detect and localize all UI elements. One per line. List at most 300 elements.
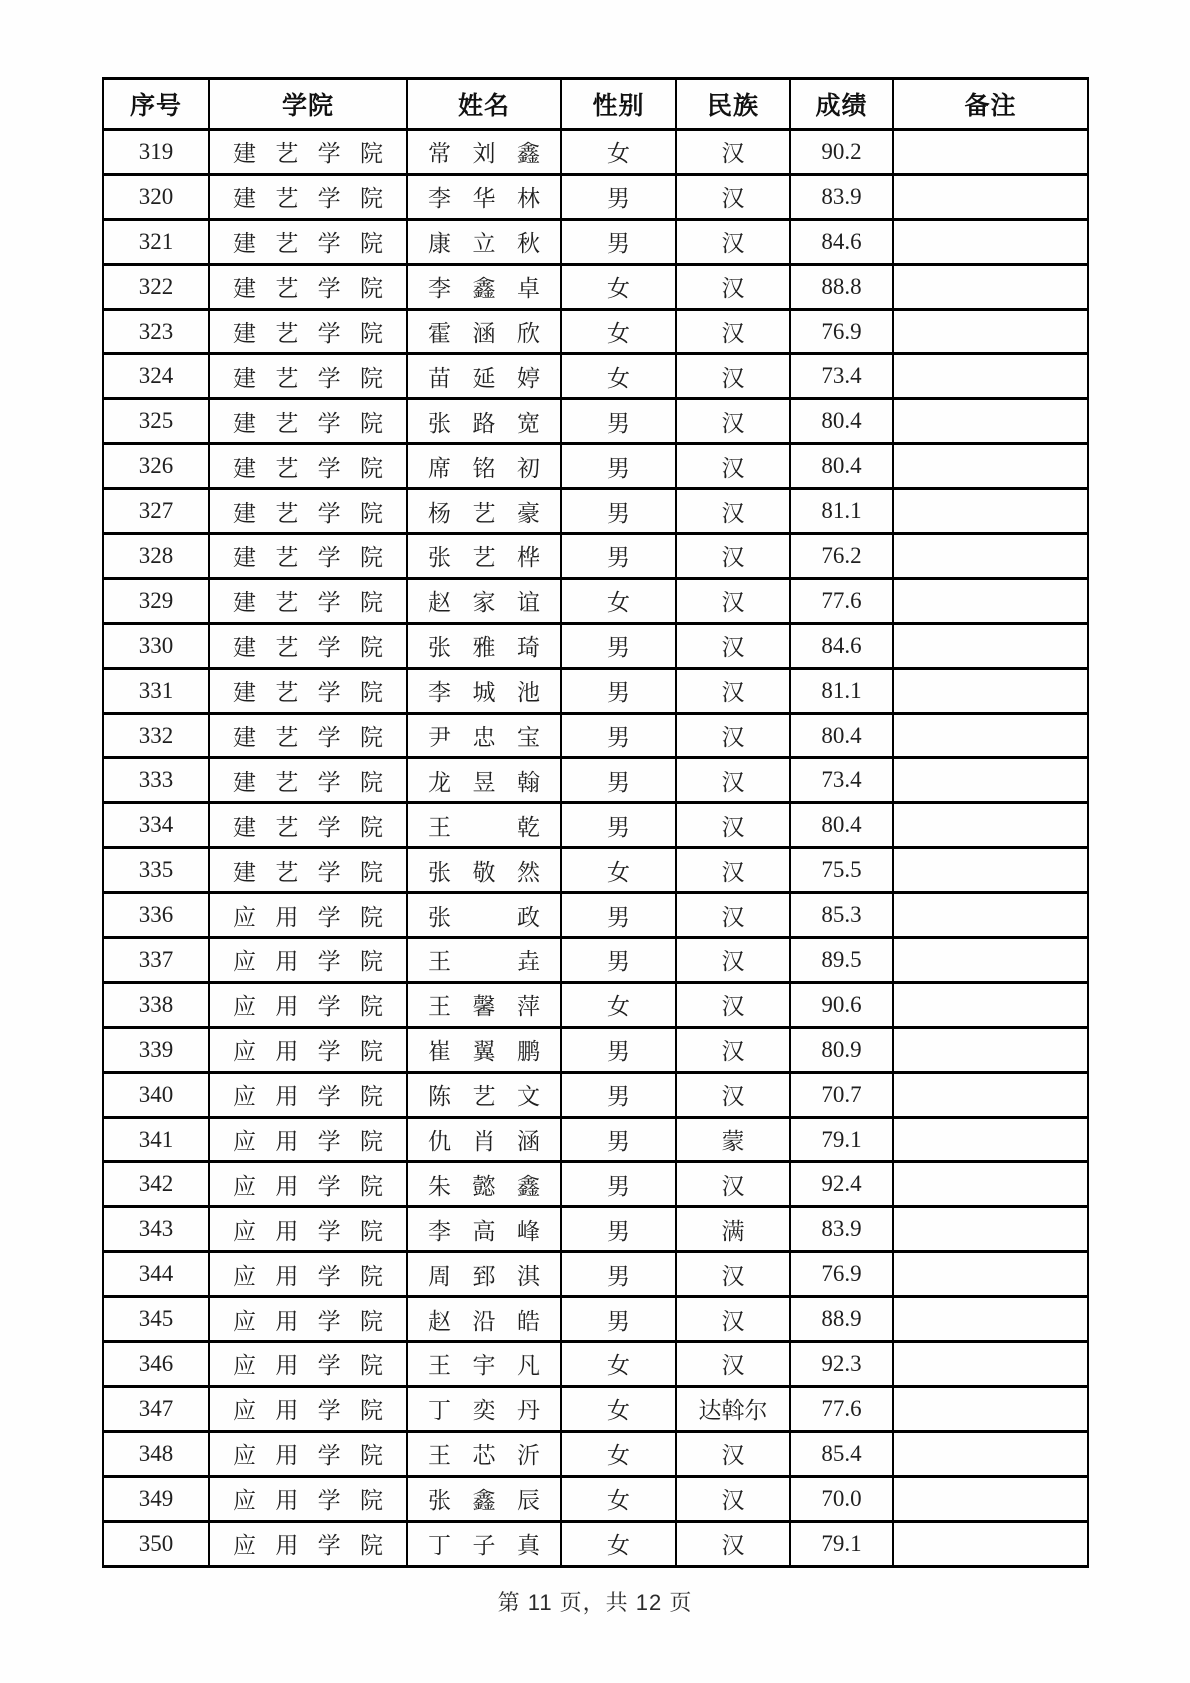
cell-score: 76.9 bbox=[790, 309, 893, 354]
college-text: 应 用 学 院 bbox=[233, 1353, 383, 1379]
cell-score: 81.1 bbox=[790, 668, 893, 713]
table-row bbox=[103, 1476, 1088, 1521]
cell-name bbox=[407, 1027, 561, 1072]
cell-serial: 336 bbox=[103, 893, 209, 938]
cell-gender: 女 bbox=[561, 578, 676, 623]
college-text: 建 艺 学 院 bbox=[233, 410, 383, 436]
name-text: 陈 艺 文 bbox=[428, 1084, 540, 1110]
table-row bbox=[103, 489, 1088, 534]
cell-remark bbox=[893, 444, 1088, 489]
cell-gender: 男 bbox=[561, 174, 676, 219]
cell-remark bbox=[893, 1117, 1088, 1162]
cell-gender: 男 bbox=[561, 938, 676, 983]
cell-college bbox=[209, 1297, 407, 1342]
cell-gender: 女 bbox=[561, 354, 676, 399]
cell-gender: 男 bbox=[561, 534, 676, 579]
college-text: 应 用 学 院 bbox=[233, 1218, 383, 1244]
cell-name bbox=[407, 174, 561, 219]
name-text: 李 华 林 bbox=[428, 186, 540, 212]
cell-name bbox=[407, 1342, 561, 1387]
cell-serial: 326 bbox=[103, 444, 209, 489]
cell-ethnicity: 汉 bbox=[676, 1027, 790, 1072]
cell-name bbox=[407, 1162, 561, 1207]
cell-serial: 334 bbox=[103, 803, 209, 848]
college-text: 建 艺 学 院 bbox=[233, 814, 383, 840]
college-text: 应 用 学 院 bbox=[233, 1488, 383, 1514]
name-text: 苗 延 婷 bbox=[428, 365, 540, 391]
cell-college bbox=[209, 1342, 407, 1387]
cell-ethnicity: 汉 bbox=[676, 534, 790, 579]
table-row bbox=[103, 713, 1088, 758]
cell-serial: 343 bbox=[103, 1207, 209, 1252]
college-text: 建 艺 学 院 bbox=[233, 231, 383, 257]
table-row bbox=[103, 1072, 1088, 1117]
cell-score: 92.4 bbox=[790, 1162, 893, 1207]
header-ethnicity: 民族 bbox=[676, 79, 790, 130]
cell-serial: 340 bbox=[103, 1072, 209, 1117]
cell-gender: 女 bbox=[561, 1342, 676, 1387]
cell-name bbox=[407, 1386, 561, 1431]
cell-remark bbox=[893, 1521, 1088, 1566]
cell-remark bbox=[893, 1386, 1088, 1431]
cell-gender: 男 bbox=[561, 1207, 676, 1252]
cell-remark bbox=[893, 982, 1088, 1027]
cell-score: 81.1 bbox=[790, 489, 893, 534]
cell-score: 83.9 bbox=[790, 1207, 893, 1252]
name-text: 霍 涵 欣 bbox=[428, 321, 540, 346]
score-table bbox=[102, 77, 1089, 1568]
cell-ethnicity: 满 bbox=[676, 1207, 790, 1252]
cell-remark bbox=[893, 848, 1088, 893]
cell-college bbox=[209, 893, 407, 938]
cell-name bbox=[407, 938, 561, 983]
cell-name bbox=[407, 264, 561, 309]
cell-name bbox=[407, 489, 561, 534]
cell-gender: 女 bbox=[561, 1431, 676, 1476]
college-text: 应 用 学 院 bbox=[233, 994, 383, 1020]
cell-name bbox=[407, 309, 561, 354]
cell-college bbox=[209, 1252, 407, 1297]
college-text: 建 艺 学 院 bbox=[233, 725, 383, 751]
college-text: 应 用 学 院 bbox=[233, 1308, 383, 1334]
college-text: 应 用 学 院 bbox=[233, 1129, 383, 1155]
cell-serial: 337 bbox=[103, 938, 209, 983]
cell-score: 85.4 bbox=[790, 1431, 893, 1476]
table-row bbox=[103, 758, 1088, 803]
cell-name bbox=[407, 668, 561, 713]
cell-remark bbox=[893, 354, 1088, 399]
cell-ethnicity: 汉 bbox=[676, 803, 790, 848]
cell-gender: 男 bbox=[561, 219, 676, 264]
name-text: 李 城 池 bbox=[428, 680, 540, 706]
college-text: 建 艺 学 院 bbox=[233, 680, 383, 706]
header-college: 学院 bbox=[209, 79, 407, 130]
table-row bbox=[103, 1207, 1088, 1252]
cell-ethnicity: 汉 bbox=[676, 982, 790, 1027]
cell-name bbox=[407, 848, 561, 893]
page-footer: 第 11 页，共 12 页 bbox=[497, 1590, 693, 1615]
cell-score: 76.9 bbox=[790, 1252, 893, 1297]
name-text: 张 敬 然 bbox=[428, 859, 540, 885]
cell-ethnicity: 汉 bbox=[676, 1431, 790, 1476]
cell-gender: 男 bbox=[561, 489, 676, 534]
cell-college bbox=[209, 1162, 407, 1207]
name-text: 赵 沿 皓 bbox=[428, 1308, 540, 1334]
name-text: 王 馨 萍 bbox=[428, 994, 540, 1020]
cell-score: 92.3 bbox=[790, 1342, 893, 1387]
name-text: 丁 子 真 bbox=[428, 1533, 540, 1559]
cell-serial: 333 bbox=[103, 758, 209, 803]
cell-score: 83.9 bbox=[790, 174, 893, 219]
cell-remark bbox=[893, 399, 1088, 444]
cell-college bbox=[209, 668, 407, 713]
cell-ethnicity: 汉 bbox=[676, 668, 790, 713]
table-row bbox=[103, 1386, 1088, 1431]
cell-ethnicity: 汉 bbox=[676, 938, 790, 983]
cell-score: 88.8 bbox=[790, 264, 893, 309]
cell-gender: 男 bbox=[561, 803, 676, 848]
cell-score: 76.2 bbox=[790, 534, 893, 579]
cell-score: 85.3 bbox=[790, 893, 893, 938]
cell-remark bbox=[893, 1252, 1088, 1297]
header-gender: 性别 bbox=[561, 79, 676, 130]
cell-name bbox=[407, 444, 561, 489]
cell-score: 75.5 bbox=[790, 848, 893, 893]
cell-serial: 323 bbox=[103, 309, 209, 354]
college-text: 应 用 学 院 bbox=[233, 1443, 383, 1469]
cell-score: 77.6 bbox=[790, 1386, 893, 1431]
cell-ethnicity: 汉 bbox=[676, 309, 790, 354]
cell-ethnicity: 汉 bbox=[676, 1521, 790, 1566]
cell-college bbox=[209, 399, 407, 444]
name-text: 丁 奕 丹 bbox=[428, 1398, 540, 1424]
cell-college bbox=[209, 1207, 407, 1252]
cell-ethnicity: 汉 bbox=[676, 130, 790, 175]
cell-serial: 324 bbox=[103, 354, 209, 399]
cell-ethnicity: 汉 bbox=[676, 1072, 790, 1117]
name-text: 张 雅 琦 bbox=[428, 635, 540, 661]
cell-ethnicity: 汉 bbox=[676, 174, 790, 219]
cell-serial: 339 bbox=[103, 1027, 209, 1072]
cell-gender: 男 bbox=[561, 623, 676, 668]
cell-remark bbox=[893, 264, 1088, 309]
cell-serial: 342 bbox=[103, 1162, 209, 1207]
cell-remark bbox=[893, 174, 1088, 219]
table-row bbox=[103, 803, 1088, 848]
name-text: 尹 忠 宝 bbox=[428, 725, 540, 751]
header-remark: 备注 bbox=[893, 79, 1088, 130]
name-text: 李 鑫 卓 bbox=[428, 276, 540, 302]
cell-college bbox=[209, 264, 407, 309]
cell-college bbox=[209, 713, 407, 758]
name-text: 席 铭 初 bbox=[428, 455, 540, 481]
cell-name bbox=[407, 893, 561, 938]
cell-score: 80.4 bbox=[790, 803, 893, 848]
college-text: 建 艺 学 院 bbox=[233, 590, 383, 616]
name-text: 常 刘 鑫 bbox=[428, 141, 540, 167]
cell-remark bbox=[893, 713, 1088, 758]
cell-gender: 男 bbox=[561, 1162, 676, 1207]
name-text: 张 路 宽 bbox=[428, 410, 540, 436]
cell-score: 84.6 bbox=[790, 623, 893, 668]
cell-gender: 男 bbox=[561, 1072, 676, 1117]
cell-score: 70.7 bbox=[790, 1072, 893, 1117]
cell-remark bbox=[893, 803, 1088, 848]
college-text: 应 用 学 院 bbox=[233, 1084, 383, 1110]
name-text: 康 立 秋 bbox=[428, 231, 540, 257]
cell-gender: 男 bbox=[561, 399, 676, 444]
cell-ethnicity: 汉 bbox=[676, 264, 790, 309]
cell-college bbox=[209, 1431, 407, 1476]
cell-serial: 346 bbox=[103, 1342, 209, 1387]
cell-ethnicity: 汉 bbox=[676, 354, 790, 399]
cell-gender: 男 bbox=[561, 1117, 676, 1162]
cell-score: 73.4 bbox=[790, 758, 893, 803]
cell-ethnicity: 汉 bbox=[676, 1297, 790, 1342]
cell-ethnicity: 蒙 bbox=[676, 1117, 790, 1162]
cell-college bbox=[209, 1072, 407, 1117]
college-text: 应 用 学 院 bbox=[233, 1039, 383, 1065]
cell-gender: 女 bbox=[561, 848, 676, 893]
table-row bbox=[103, 130, 1088, 175]
cell-score: 80.4 bbox=[790, 399, 893, 444]
college-text: 建 艺 学 院 bbox=[233, 276, 383, 302]
cell-serial: 331 bbox=[103, 668, 209, 713]
cell-serial: 332 bbox=[103, 713, 209, 758]
cell-ethnicity: 汉 bbox=[676, 1162, 790, 1207]
cell-ethnicity: 汉 bbox=[676, 848, 790, 893]
cell-college bbox=[209, 309, 407, 354]
cell-ethnicity: 汉 bbox=[676, 489, 790, 534]
cell-college bbox=[209, 623, 407, 668]
cell-name bbox=[407, 354, 561, 399]
cell-college bbox=[209, 174, 407, 219]
cell-name bbox=[407, 578, 561, 623]
cell-score: 79.1 bbox=[790, 1117, 893, 1162]
table-row bbox=[103, 623, 1088, 668]
cell-remark bbox=[893, 1476, 1088, 1521]
cell-score: 84.6 bbox=[790, 219, 893, 264]
college-text: 应 用 学 院 bbox=[233, 1173, 383, 1199]
cell-remark bbox=[893, 1027, 1088, 1072]
table-row bbox=[103, 1431, 1088, 1476]
cell-ethnicity: 汉 bbox=[676, 713, 790, 758]
cell-score: 80.4 bbox=[790, 713, 893, 758]
cell-name bbox=[407, 1252, 561, 1297]
cell-score: 77.6 bbox=[790, 578, 893, 623]
table-row bbox=[103, 938, 1088, 983]
header-serial: 序号 bbox=[103, 79, 209, 130]
cell-college bbox=[209, 130, 407, 175]
name-text: 赵 家 谊 bbox=[428, 590, 540, 616]
cell-score: 70.0 bbox=[790, 1476, 893, 1521]
cell-gender: 男 bbox=[561, 1027, 676, 1072]
cell-serial: 322 bbox=[103, 264, 209, 309]
cell-remark bbox=[893, 758, 1088, 803]
cell-remark bbox=[893, 534, 1088, 579]
name-text: 李 高 峰 bbox=[428, 1218, 540, 1244]
cell-ethnicity: 汉 bbox=[676, 1476, 790, 1521]
cell-ethnicity: 汉 bbox=[676, 219, 790, 264]
cell-serial: 319 bbox=[103, 130, 209, 175]
table-header-row bbox=[103, 79, 1088, 130]
cell-serial: 329 bbox=[103, 578, 209, 623]
college-text: 建 艺 学 院 bbox=[233, 545, 383, 571]
cell-serial: 325 bbox=[103, 399, 209, 444]
college-text: 应 用 学 院 bbox=[233, 1398, 383, 1424]
table-row bbox=[103, 1521, 1088, 1566]
cell-score: 73.4 bbox=[790, 354, 893, 399]
table-row bbox=[103, 444, 1088, 489]
cell-college bbox=[209, 444, 407, 489]
cell-college bbox=[209, 848, 407, 893]
cell-college bbox=[209, 1476, 407, 1521]
cell-name bbox=[407, 1476, 561, 1521]
name-text: 龙 昱 翰 bbox=[428, 769, 540, 795]
cell-name bbox=[407, 623, 561, 668]
cell-serial: 348 bbox=[103, 1431, 209, 1476]
cell-serial: 344 bbox=[103, 1252, 209, 1297]
cell-remark bbox=[893, 578, 1088, 623]
cell-score: 89.5 bbox=[790, 938, 893, 983]
cell-gender: 女 bbox=[561, 1386, 676, 1431]
cell-score: 80.4 bbox=[790, 444, 893, 489]
cell-college bbox=[209, 534, 407, 579]
cell-ethnicity: 汉 bbox=[676, 623, 790, 668]
cell-serial: 345 bbox=[103, 1297, 209, 1342]
cell-ethnicity: 汉 bbox=[676, 1342, 790, 1387]
cell-serial: 338 bbox=[103, 982, 209, 1027]
table-row bbox=[103, 848, 1088, 893]
cell-serial: 349 bbox=[103, 1476, 209, 1521]
college-text: 建 艺 学 院 bbox=[233, 769, 383, 795]
cell-gender: 女 bbox=[561, 1521, 676, 1566]
cell-ethnicity: 汉 bbox=[676, 578, 790, 623]
cell-serial: 328 bbox=[103, 534, 209, 579]
cell-remark bbox=[893, 1431, 1088, 1476]
name-text: 周 郅 淇 bbox=[428, 1263, 540, 1289]
cell-ethnicity: 汉 bbox=[676, 758, 790, 803]
cell-name bbox=[407, 1072, 561, 1117]
name-text: 杨 艺 豪 bbox=[428, 500, 540, 526]
cell-remark bbox=[893, 489, 1088, 534]
cell-ethnicity: 汉 bbox=[676, 399, 790, 444]
cell-serial: 320 bbox=[103, 174, 209, 219]
cell-gender: 男 bbox=[561, 1297, 676, 1342]
cell-remark bbox=[893, 893, 1088, 938]
cell-gender: 女 bbox=[561, 1476, 676, 1521]
table-row bbox=[103, 578, 1088, 623]
table-row bbox=[103, 354, 1088, 399]
cell-gender: 男 bbox=[561, 893, 676, 938]
table-row bbox=[103, 219, 1088, 264]
cell-college bbox=[209, 219, 407, 264]
cell-name bbox=[407, 534, 561, 579]
cell-name bbox=[407, 982, 561, 1027]
cell-name bbox=[407, 1431, 561, 1476]
cell-gender: 男 bbox=[561, 444, 676, 489]
cell-gender: 女 bbox=[561, 130, 676, 175]
cell-college bbox=[209, 982, 407, 1027]
college-text: 应 用 学 院 bbox=[233, 1533, 383, 1559]
name-text: 王 芯 沂 bbox=[428, 1443, 540, 1469]
cell-gender: 女 bbox=[561, 982, 676, 1027]
cell-name bbox=[407, 1117, 561, 1162]
cell-name bbox=[407, 803, 561, 848]
cell-college bbox=[209, 354, 407, 399]
table-row bbox=[103, 668, 1088, 713]
header-name: 姓名 bbox=[407, 79, 561, 130]
name-text: 崔 翼 鹏 bbox=[428, 1039, 540, 1065]
cell-ethnicity: 汉 bbox=[676, 1252, 790, 1297]
cell-name bbox=[407, 399, 561, 444]
name-text: 仇 肖 涵 bbox=[428, 1129, 540, 1155]
cell-remark bbox=[893, 623, 1088, 668]
cell-college bbox=[209, 803, 407, 848]
cell-remark bbox=[893, 1342, 1088, 1387]
cell-score: 90.2 bbox=[790, 130, 893, 175]
college-text: 建 艺 学 院 bbox=[233, 859, 383, 885]
cell-remark bbox=[893, 1297, 1088, 1342]
cell-gender: 男 bbox=[561, 758, 676, 803]
name-text: 王 垚 bbox=[428, 949, 540, 975]
cell-name bbox=[407, 1297, 561, 1342]
name-text: 张 艺 桦 bbox=[428, 545, 540, 571]
name-text: 王 宇 凡 bbox=[428, 1353, 540, 1379]
cell-name bbox=[407, 713, 561, 758]
college-text: 应 用 学 院 bbox=[233, 949, 383, 975]
cell-gender: 男 bbox=[561, 1252, 676, 1297]
college-text: 应 用 学 院 bbox=[233, 1263, 383, 1289]
college-text: 建 艺 学 院 bbox=[233, 500, 383, 526]
table-row bbox=[103, 534, 1088, 579]
cell-ethnicity: 汉 bbox=[676, 444, 790, 489]
cell-name bbox=[407, 758, 561, 803]
table-row bbox=[103, 1252, 1088, 1297]
name-text: 朱 懿 鑫 bbox=[428, 1173, 540, 1199]
college-text: 建 艺 学 院 bbox=[233, 321, 383, 346]
header-score: 成绩 bbox=[790, 79, 893, 130]
college-text: 建 艺 学 院 bbox=[233, 365, 383, 391]
cell-remark bbox=[893, 668, 1088, 713]
college-text: 建 艺 学 院 bbox=[233, 455, 383, 481]
cell-ethnicity: 达斡尔 bbox=[676, 1386, 790, 1431]
table-row bbox=[103, 982, 1088, 1027]
table-row bbox=[103, 1297, 1088, 1342]
cell-serial: 341 bbox=[103, 1117, 209, 1162]
table-row bbox=[103, 174, 1088, 219]
name-text: 张 鑫 辰 bbox=[428, 1488, 540, 1514]
college-text: 建 艺 学 院 bbox=[233, 635, 383, 661]
cell-college bbox=[209, 938, 407, 983]
cell-college bbox=[209, 1117, 407, 1162]
college-text: 建 艺 学 院 bbox=[233, 141, 383, 167]
cell-serial: 321 bbox=[103, 219, 209, 264]
cell-serial: 350 bbox=[103, 1521, 209, 1566]
table-row bbox=[103, 399, 1088, 444]
cell-college bbox=[209, 1386, 407, 1431]
cell-serial: 327 bbox=[103, 489, 209, 534]
cell-gender: 女 bbox=[561, 309, 676, 354]
table-row bbox=[103, 1342, 1088, 1387]
cell-college bbox=[209, 758, 407, 803]
cell-remark bbox=[893, 1072, 1088, 1117]
cell-remark bbox=[893, 938, 1088, 983]
cell-college bbox=[209, 578, 407, 623]
cell-name bbox=[407, 219, 561, 264]
cell-name bbox=[407, 1521, 561, 1566]
cell-score: 88.9 bbox=[790, 1297, 893, 1342]
